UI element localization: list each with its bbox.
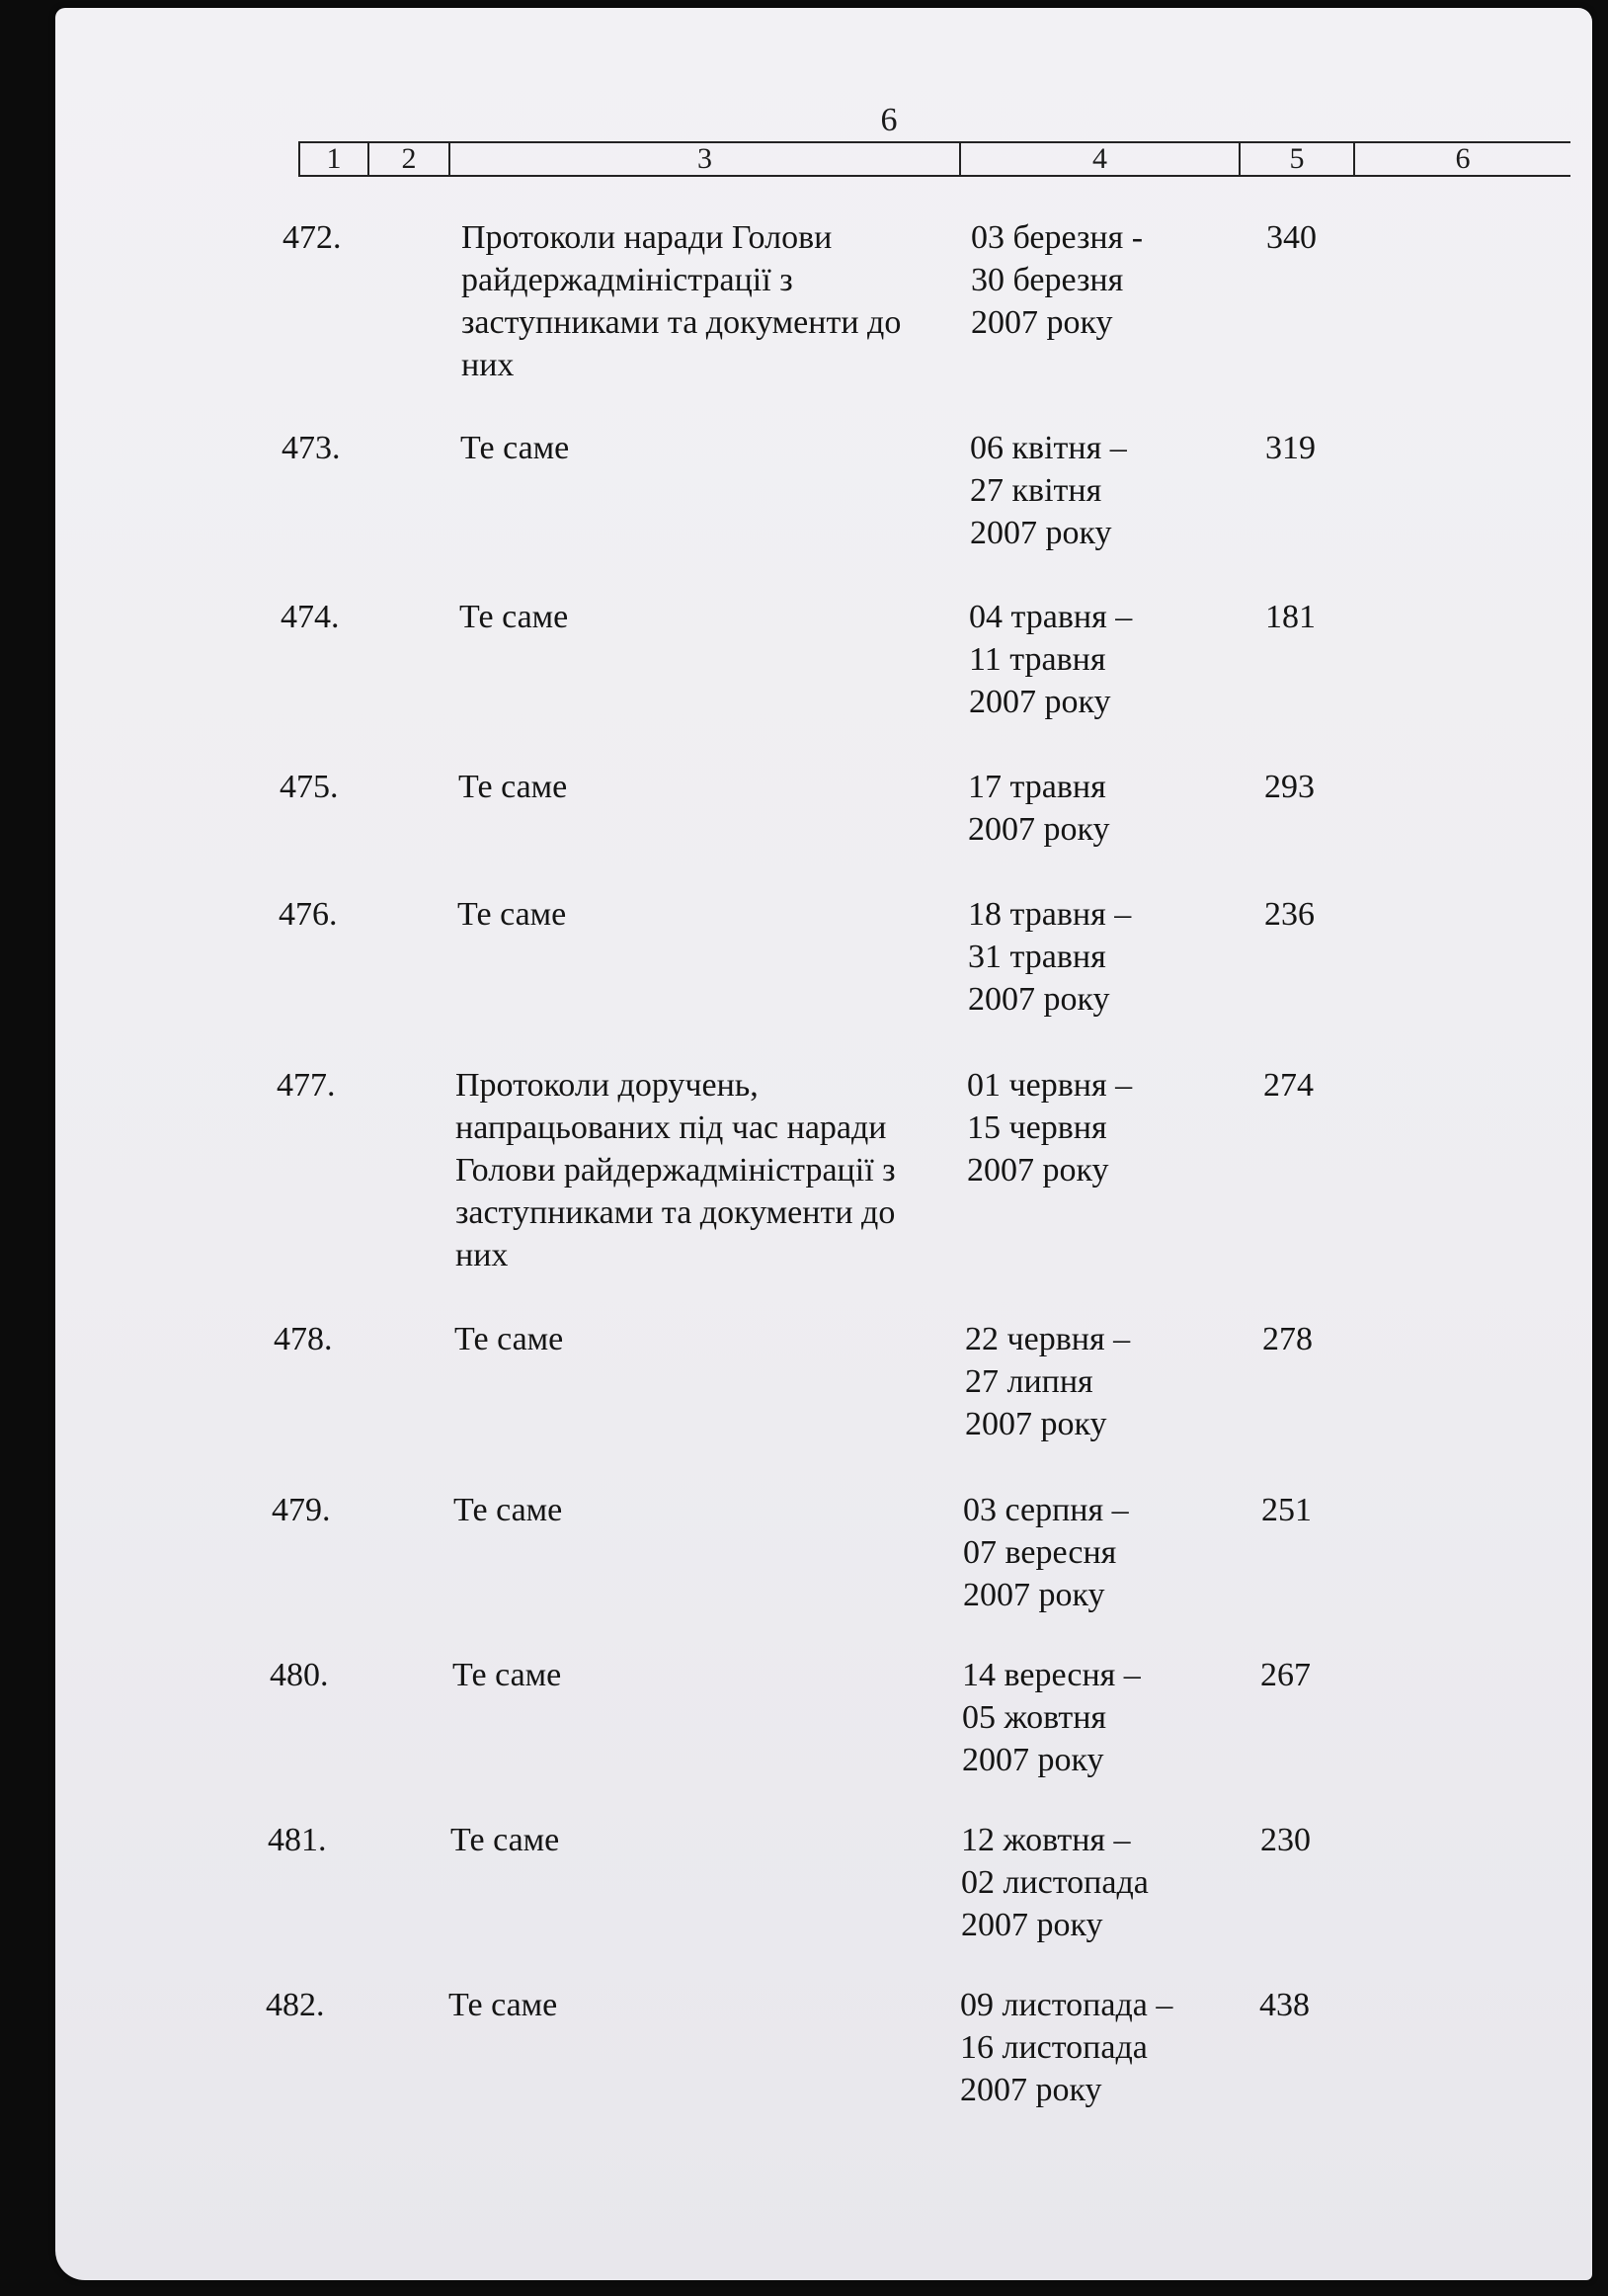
column-header-5: 5 (1241, 143, 1355, 175)
date-line: 18 травня – (968, 896, 1132, 933)
item-title: Те саме (458, 769, 568, 805)
item-dates (968, 766, 1235, 851)
date-line: 27 квітня (970, 472, 1102, 509)
item-dates (965, 1318, 1232, 1445)
date-line: 31 травня (968, 939, 1106, 975)
item-page-count: 340 (1266, 219, 1317, 256)
item-page-count: 274 (1263, 1067, 1314, 1104)
item-title: Те саме (452, 1657, 562, 1693)
item-number: 480. (270, 1657, 329, 1693)
item-dates (970, 427, 1237, 554)
item-dates (971, 216, 1238, 344)
item-page-count: 236 (1264, 896, 1315, 933)
item-number: 477. (277, 1067, 336, 1104)
item-dates (961, 1819, 1228, 1946)
item-page-count: 278 (1262, 1321, 1313, 1357)
item-title: Протоколи наради Голови райдержадміністрації з заступниками та документи до них (461, 219, 902, 383)
item-title: Те саме (460, 430, 570, 466)
date-line: 2007 року (963, 1577, 1105, 1613)
item-page-count: 181 (1265, 599, 1316, 635)
date-line: 17 травня (968, 769, 1106, 805)
date-line: 09 листопада – (960, 1987, 1173, 2023)
item-number: 472. (282, 219, 342, 256)
date-line: 2007 року (971, 304, 1113, 341)
item-dates (960, 1984, 1227, 2111)
item-title: Протоколи доручень, напрацьованих під час наради Голови райдержадміністрації з заступниками та документи до них (455, 1067, 896, 1273)
item-title: Те саме (459, 599, 569, 635)
date-line: 11 травня (969, 641, 1106, 678)
item-title: Те саме (457, 896, 567, 933)
date-line: 30 березня (971, 262, 1124, 298)
item-title: Те саме (453, 1492, 563, 1528)
date-line: 04 травня – (969, 599, 1133, 635)
item-page-count: 319 (1265, 430, 1316, 466)
item-dates (962, 1654, 1229, 1781)
page-number: 6 (880, 102, 898, 138)
item-dates (969, 596, 1236, 723)
date-line: 15 червня (967, 1109, 1107, 1146)
date-line: 03 березня - (971, 219, 1144, 256)
item-page-count: 230 (1260, 1822, 1311, 1858)
column-header-2: 2 (369, 143, 450, 175)
column-header-4: 4 (961, 143, 1241, 175)
item-number: 476. (279, 896, 338, 933)
date-line: 2007 року (968, 981, 1110, 1018)
column-header-3: 3 (450, 143, 961, 175)
item-title: Те саме (448, 1987, 558, 2023)
item-page-count: 438 (1259, 1987, 1310, 2023)
item-title: Те саме (450, 1822, 560, 1858)
item-page-count: 267 (1260, 1657, 1311, 1693)
date-line: 03 серпня – (963, 1492, 1129, 1528)
date-line: 07 вересня (963, 1534, 1117, 1571)
item-number: 473. (281, 430, 341, 466)
date-line: 2007 року (960, 2072, 1102, 2108)
column-header-6: 6 (1455, 142, 1471, 175)
item-number: 479. (272, 1492, 331, 1528)
date-line: 2007 року (967, 1152, 1109, 1189)
item-dates (967, 1064, 1234, 1191)
column-header-1: 1 (300, 143, 369, 175)
item-page-count: 293 (1264, 769, 1315, 805)
item-number: 481. (268, 1822, 327, 1858)
item-dates (968, 893, 1235, 1021)
item-dates (963, 1489, 1230, 1616)
item-page-count: 251 (1261, 1492, 1312, 1528)
date-line: 01 червня – (967, 1067, 1133, 1104)
date-line: 12 жовтня – (961, 1822, 1131, 1858)
date-line: 2007 року (968, 811, 1110, 848)
date-line: 2007 року (965, 1406, 1107, 1442)
item-title: Те саме (454, 1321, 564, 1357)
date-line: 22 червня – (965, 1321, 1131, 1357)
date-line: 16 листопада (960, 2029, 1148, 2066)
item-number: 475. (280, 769, 339, 805)
date-line: 06 квітня – (970, 430, 1127, 466)
date-line: 14 вересня – (962, 1657, 1141, 1693)
date-line: 27 липня (965, 1363, 1093, 1400)
item-number: 478. (274, 1321, 333, 1357)
item-number: 474. (281, 599, 340, 635)
date-line: 2007 року (970, 515, 1112, 551)
date-line: 2007 року (962, 1742, 1104, 1778)
item-number: 482. (266, 1987, 325, 2023)
date-line: 05 жовтня (962, 1699, 1107, 1736)
date-line: 2007 року (969, 684, 1111, 720)
date-line: 2007 року (961, 1907, 1103, 1943)
date-line: 02 листопада (961, 1864, 1149, 1901)
